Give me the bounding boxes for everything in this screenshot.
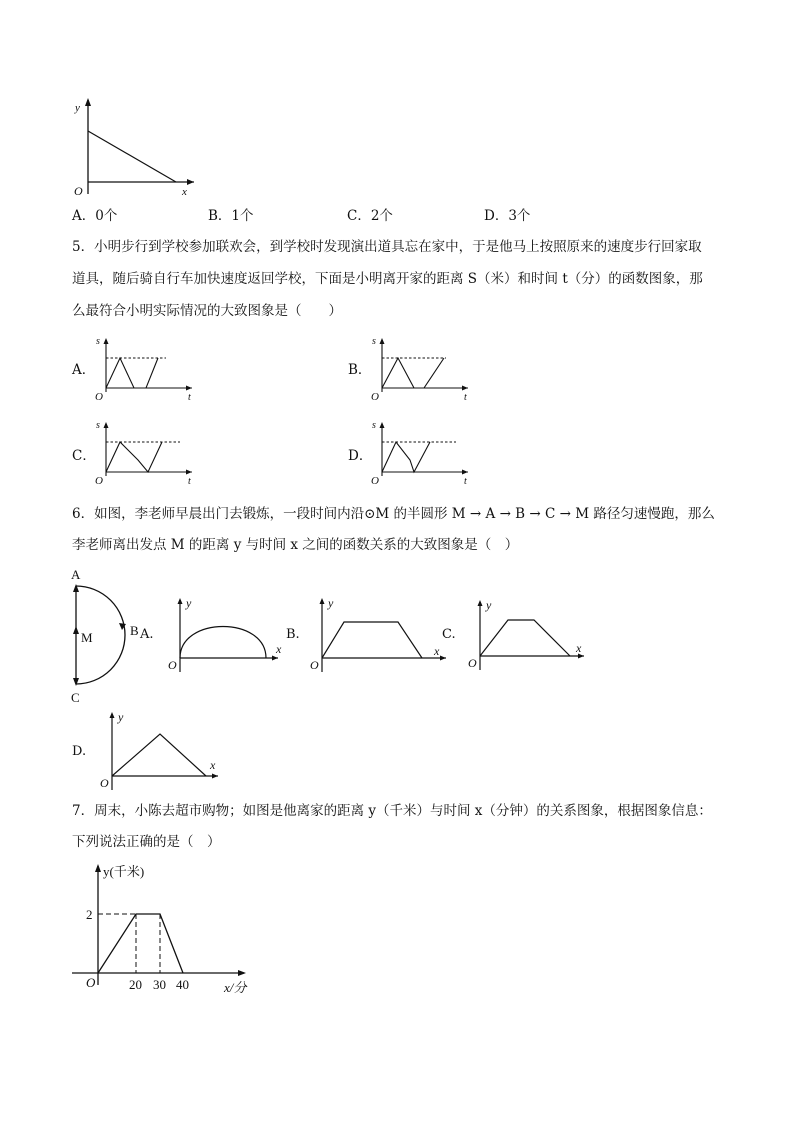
q4-option-c-text: 2个 — [370, 208, 393, 224]
q6-option-b-label[interactable]: B. — [286, 627, 300, 642]
q4-option-d-letter: D． — [484, 208, 509, 224]
q4-option-d-text: 3个 — [508, 208, 531, 224]
q4-option-a-letter: A． — [72, 208, 96, 224]
q5-graph-b[interactable] — [366, 332, 476, 402]
q5-b-s-label: s — [372, 336, 376, 347]
q7-origin: O — [86, 975, 96, 990]
q6-graph-c[interactable] — [466, 598, 596, 678]
q5-d-t-label: t — [464, 476, 467, 487]
q6-label-m: M — [81, 630, 93, 645]
q5-graph-c[interactable] — [90, 416, 200, 486]
q4-option-d[interactable] — [484, 206, 530, 226]
q5-option-c-label[interactable]: C． — [72, 448, 96, 464]
q5-option-d-label[interactable]: D． — [348, 448, 373, 464]
q6-c-y-label: y — [486, 598, 492, 612]
q6-label-a: A — [71, 567, 81, 582]
q6-graph-d[interactable] — [98, 710, 228, 790]
q7-question-line-1: 7．周末，小陈去超市购物；如图是他离家的距离 y（千米）与时间 x（分钟）的关系图象，根据图象信息： — [72, 803, 712, 819]
q5-a-s-label: s — [96, 336, 100, 347]
q5-graph-a[interactable] — [90, 332, 200, 402]
q5-b-origin: O — [371, 391, 379, 403]
q5-d-origin: O — [371, 475, 379, 487]
q4-option-b-letter: B． — [208, 208, 232, 224]
q5-question-line-1: 5．小明步行到学校参加联欢会，到学校时发现演出道具忘在家中，于是他马上按照原来的速度步行回家取 — [72, 239, 702, 255]
q5-d-s-label: s — [372, 420, 376, 431]
q7-x-tick-30: 30 — [153, 977, 166, 992]
q6-d-x-label: x — [210, 758, 216, 772]
q6-a-x-label: x — [276, 642, 282, 656]
q4-graph-line — [88, 131, 176, 182]
q7-question-line-2: 下列说法正确的是（ ） — [72, 834, 221, 850]
q6-semicircle-figure — [66, 566, 146, 706]
q4-option-b[interactable] — [208, 206, 254, 226]
q5-question-line-2: 道具，随后骑自行车加快速度返回学校，下面是小明离开家的距离 S（米）和时间 t（分）的函数图象，那 — [72, 271, 703, 287]
q5-c-s-label: s — [96, 420, 100, 431]
q7-graph — [66, 860, 266, 1000]
q5-a-t-label: t — [188, 392, 191, 403]
q5-c-origin: O — [95, 475, 103, 487]
q6-a-y-label: y — [186, 596, 192, 610]
q5-option-b-label[interactable]: B． — [348, 362, 372, 378]
q6-graph-a[interactable] — [166, 596, 286, 676]
q6-label-c: C — [71, 690, 80, 705]
q5-question-line-3: 么最符合小明实际情况的大致图象是（ ） — [72, 303, 342, 319]
q6-label-b: B — [130, 623, 139, 638]
q4-option-a-text: 0个 — [95, 208, 118, 224]
q7-graph-line — [98, 914, 183, 973]
q6-a-origin: O — [168, 658, 177, 672]
q5-a-origin: O — [95, 391, 103, 403]
q6-d-y-label: y — [118, 710, 124, 724]
q6-d-origin: O — [100, 776, 109, 790]
q6-c-origin: O — [468, 656, 477, 670]
q5-option-a-label[interactable]: A． — [72, 362, 96, 378]
q4-option-c-letter: C． — [347, 208, 371, 224]
q4-graph — [66, 96, 196, 206]
q5-c-t-label: t — [188, 476, 191, 487]
q6-b-x-label: x — [434, 644, 440, 658]
q6-question-line-1: 6．如图，李老师早晨出门去锻炼，一段时间内沿⊙M 的半圆形 M → A → B → C → M 路径匀速慢跑，那么 — [72, 506, 715, 522]
q5-graph-d[interactable] — [366, 416, 476, 486]
q4-option-b-text: 1个 — [231, 208, 254, 224]
q7-y-axis-label: y(千米) — [103, 864, 145, 879]
q7-x-tick-40: 40 — [176, 977, 189, 992]
q6-option-d-label[interactable]: D. — [72, 744, 87, 759]
q6-b-y-label: y — [328, 596, 334, 610]
q6-option-a-label[interactable]: A. — [140, 627, 154, 642]
q7-x-tick-20: 20 — [129, 977, 142, 992]
q6-question-line-2: 李老师离出发点 M 的距离 y 与时间 x 之间的函数关系的大致图象是（ ） — [72, 537, 519, 553]
q5-b-t-label: t — [464, 392, 467, 403]
q4-x-label: x — [182, 186, 187, 198]
q4-option-c[interactable] — [347, 206, 393, 226]
q7-x-axis-label: x/分 — [224, 980, 247, 995]
q4-y-label: y — [75, 102, 80, 114]
q6-b-origin: O — [310, 658, 319, 672]
q4-option-a[interactable] — [72, 206, 117, 226]
q6-graph-b[interactable] — [308, 596, 448, 676]
q6-c-x-label: x — [576, 641, 582, 655]
q4-origin-label: O — [74, 184, 83, 198]
q7-y-tick-2: 2 — [86, 907, 93, 922]
q6-option-c-label[interactable]: C. — [442, 627, 456, 642]
